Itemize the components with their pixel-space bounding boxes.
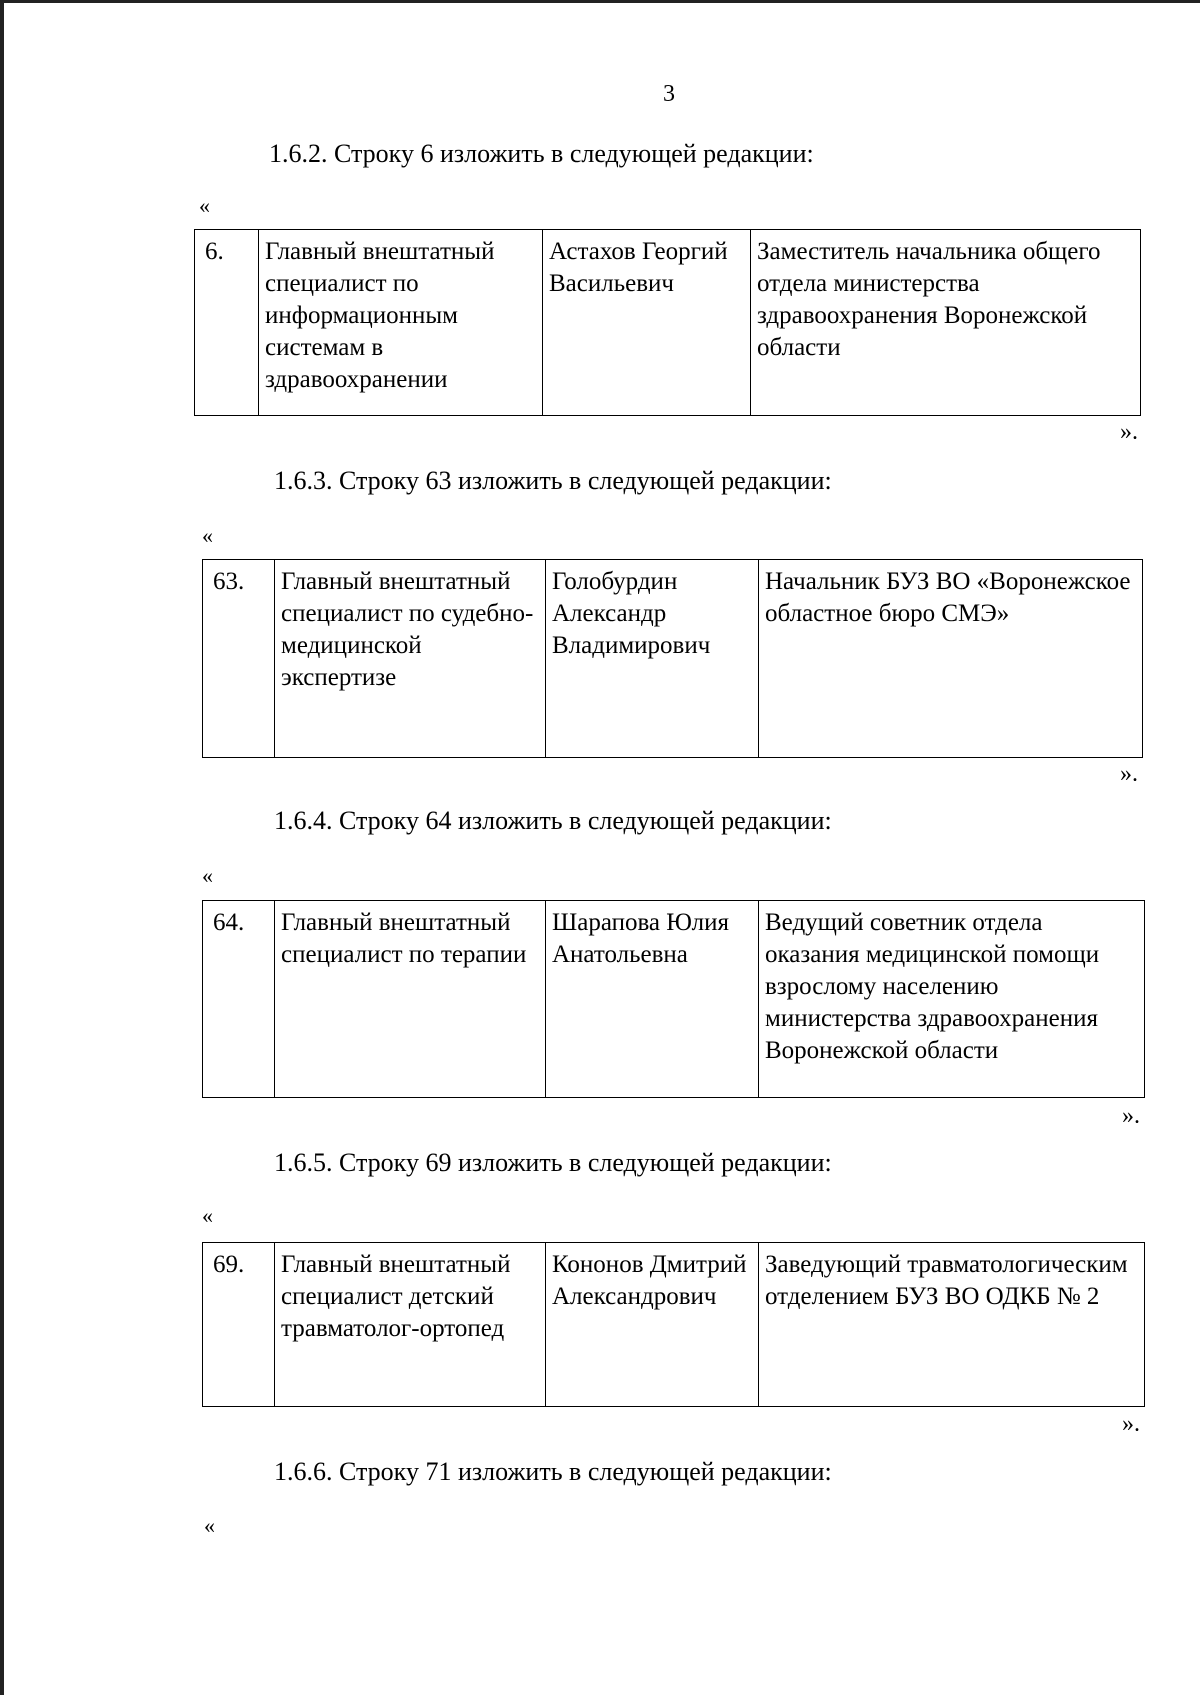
open-quote: «: [202, 863, 213, 888]
row-number: 69.: [203, 1243, 275, 1407]
amendment-table: [194, 229, 1141, 416]
amendment-table: [202, 1242, 1145, 1407]
open-quote: «: [199, 193, 210, 218]
row-position: Главный внештатный специалист по судебно-медицинской экспертизе: [275, 560, 546, 758]
open-quote: «: [202, 523, 213, 548]
table-row: [203, 1243, 1145, 1407]
row-number: 6.: [195, 230, 259, 416]
section-heading: 1.6.2. Строку 6 изложить в следующей редакции:: [269, 139, 814, 168]
table-row: [203, 560, 1143, 758]
page-number: 3: [663, 81, 675, 107]
amendment-table: [202, 900, 1145, 1098]
row-position: Главный внештатный специалист по терапии: [275, 901, 546, 1098]
table-row: [195, 230, 1141, 416]
open-quote: «: [204, 1513, 215, 1538]
table-row: [203, 901, 1145, 1098]
row-job: Ведущий советник отдела оказания медицинской помощи взрослому населению министерства здравоохранения Воронежской области: [759, 901, 1145, 1098]
section-heading: 1.6.4. Строку 64 изложить в следующей редакции:: [274, 806, 832, 835]
row-name: Шарапова Юлия Анатольевна: [546, 901, 759, 1098]
close-quote: ».: [1120, 761, 1138, 787]
row-position: Главный внештатный специалист по информационным системам в здравоохранении: [259, 230, 543, 416]
row-name: Кононов Дмитрий Александрович: [546, 1243, 759, 1407]
section-heading: 1.6.5. Строку 69 изложить в следующей редакции:: [274, 1148, 832, 1177]
close-quote: ».: [1120, 419, 1138, 445]
row-number: 63.: [203, 560, 275, 758]
section-heading: 1.6.6. Строку 71 изложить в следующей редакции:: [274, 1457, 832, 1486]
open-quote: «: [202, 1203, 213, 1228]
amendment-table: [202, 559, 1143, 758]
close-quote: ».: [1122, 1411, 1140, 1437]
row-name: Голобурдин Александр Владимирович: [546, 560, 759, 758]
close-quote: ».: [1122, 1103, 1140, 1129]
row-job: Заместитель начальника общего отдела министерства здравоохранения Воронежской области: [751, 230, 1141, 416]
row-position: Главный внештатный специалист детский травматолог-ортопед: [275, 1243, 546, 1407]
row-number: 64.: [203, 901, 275, 1098]
row-name: Астахов Георгий Васильевич: [543, 230, 751, 416]
row-job: Заведующий травматологическим отделением БУЗ ВО ОДКБ № 2: [759, 1243, 1145, 1407]
row-job: Начальник БУЗ ВО «Воронежское областное бюро СМЭ»: [759, 560, 1143, 758]
section-heading: 1.6.3. Строку 63 изложить в следующей редакции:: [274, 466, 832, 495]
